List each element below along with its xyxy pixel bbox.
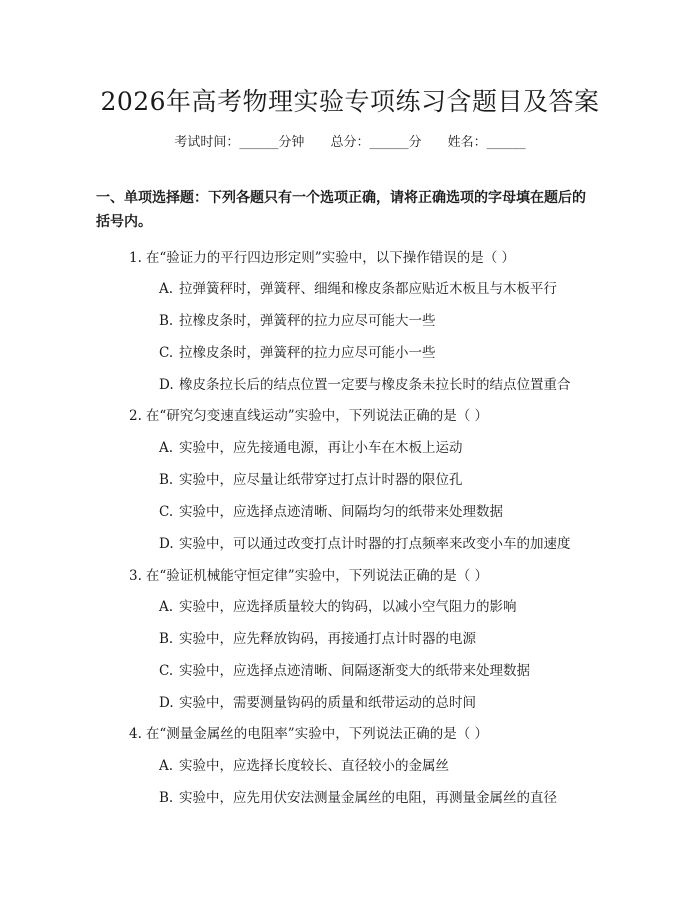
option-1a: A. 拉弹簧秤时，弹簧秤、细绳和橡皮条都应贴近木板且与木板平行 bbox=[159, 281, 557, 297]
option-1b: B. 拉橡皮条时，弹簧秤的拉力应尽可能大一些 bbox=[159, 313, 436, 329]
option-3b: B. 实验中，应先释放钩码，再接通打点计时器的电源 bbox=[159, 631, 476, 647]
question-number: 2. bbox=[129, 408, 142, 424]
student-name: 姓名：______ bbox=[447, 135, 526, 150]
option-4b: B. 实验中，应先用伏安法测量金属丝的电阻，再测量金属丝的直径 bbox=[159, 790, 557, 806]
question-stem: 在“验证力的平行四边形定则”实验中，以下操作错误的是（ ） bbox=[145, 250, 515, 266]
question-1 bbox=[129, 246, 515, 266]
exam-time: 考试时间：______分钟 bbox=[174, 135, 305, 150]
question-number: 3. bbox=[129, 568, 142, 584]
option-1c: C. 拉橡皮条时，弹簧秤的拉力应尽可能小一些 bbox=[159, 345, 436, 361]
question-4 bbox=[129, 722, 488, 742]
question-stem: 在“研究匀变速直线运动”实验中，下列说法正确的是（ ） bbox=[145, 408, 488, 424]
question-stem: 在“验证机械能守恒定律”实验中，下列说法正确的是（ ） bbox=[145, 568, 488, 584]
exam-meta bbox=[0, 131, 700, 150]
document-title: 2026年高考物理实验专项练习含题目及答案 bbox=[100, 87, 600, 116]
total-score: 总分：______分 bbox=[330, 135, 422, 150]
option-4a: A. 实验中，应选择长度较长、直径较小的金属丝 bbox=[159, 758, 449, 774]
option-2c: C. 实验中，应选择点迹清晰、间隔均匀的纸带来处理数据 bbox=[159, 504, 503, 520]
question-2 bbox=[129, 404, 488, 424]
question-3 bbox=[129, 564, 488, 584]
option-1d: D. 橡皮条拉长后的结点位置一定要与橡皮条未拉长时的结点位置重合 bbox=[159, 377, 571, 393]
question-number: 1. bbox=[129, 250, 142, 266]
question-stem: 在“测量金属丝的电阻率”实验中，下列说法正确的是（ ） bbox=[145, 726, 488, 742]
option-2a: A. 实验中，应先接通电源，再让小车在木板上运动 bbox=[159, 440, 463, 456]
option-3a: A. 实验中，应选择质量较大的钩码，以减小空气阻力的影响 bbox=[159, 599, 517, 615]
option-2d: D. 实验中，可以通过改变打点计时器的打点频率来改变小车的加速度 bbox=[159, 536, 571, 552]
option-3c: C. 实验中，应选择点迹清晰、间隔逐渐变大的纸带来处理数据 bbox=[159, 663, 530, 679]
option-3d: D. 实验中，需要测量钩码的质量和纸带运动的总时间 bbox=[159, 695, 476, 711]
question-number: 4. bbox=[129, 726, 142, 742]
option-2b: B. 实验中，应尽量让纸带穿过打点计时器的限位孔 bbox=[159, 472, 463, 488]
section-heading: 一、单项选择题：下列各题只有一个选项正确，请将正确选项的字母填在题后的括号内。 bbox=[96, 190, 586, 230]
